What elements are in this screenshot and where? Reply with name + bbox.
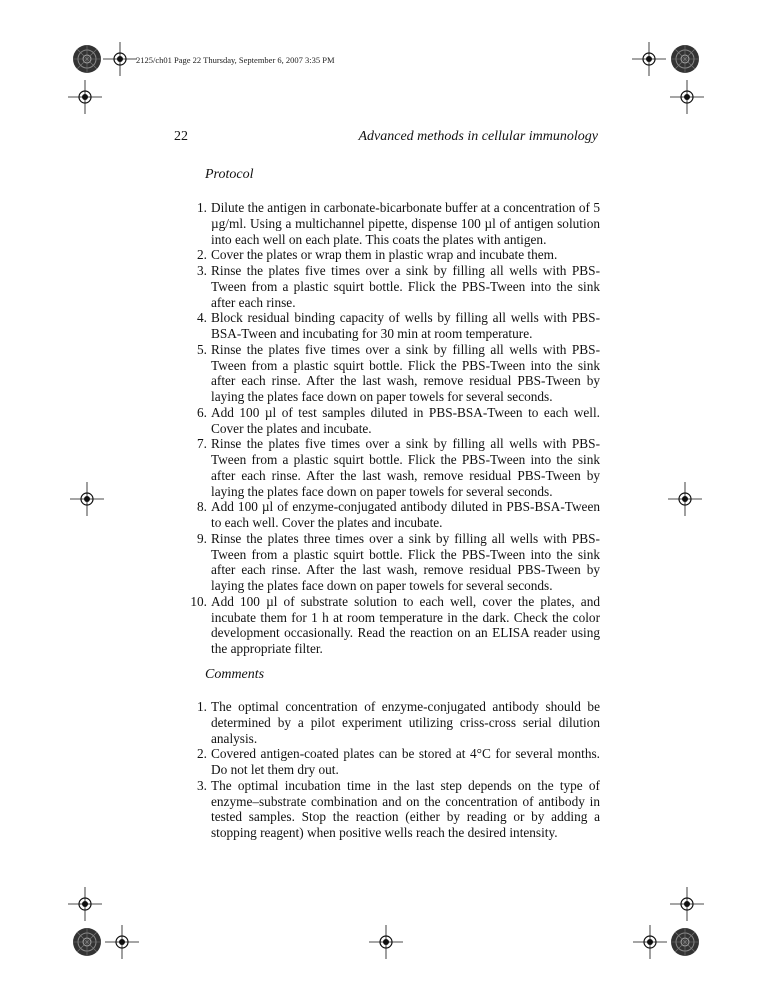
list-item: [174, 499, 600, 531]
list-number: 6.: [197, 404, 207, 420]
crosshair-mark-icon: [369, 925, 403, 959]
list-text: The optimal incubation time in the last step depends on the type of enzyme–substrate combination and on the concentration of antibody in tested samples. Stop the reaction (either by reading or by adding a stopping reagent) when positive wells reach the desired intensity.: [211, 777, 600, 840]
list-text: Cover the plates or wrap them in plastic wrap and incubate them.: [211, 247, 558, 263]
crosshair-mark-icon: [633, 925, 667, 959]
list-number: 7.: [197, 436, 207, 452]
list-text: Add 100 µl of enzyme-conjugated antibody diluted in PBS-BSA-Tween to each well. Cover the plates and incubate.: [211, 499, 600, 530]
list-item: [174, 699, 600, 746]
list-number: 1.: [197, 699, 207, 714]
print-slug: 2125/ch01 Page 22 Thursday, September 6, 2007 3:35 PM: [136, 55, 335, 65]
list-number: 3.: [197, 777, 207, 793]
registration-mark-icon: [70, 925, 104, 959]
list-text: Rinse the plates five times over a sink by filling all wells with PBS-Tween from a plastic squirt bottle. Flick the PBS-Tween into the sink after each rinse.: [211, 263, 600, 310]
list-number: 3.: [197, 263, 207, 278]
crosshair-mark-icon: [68, 80, 102, 114]
comments-heading: Comments: [205, 667, 265, 682]
registration-mark-icon: [70, 42, 104, 76]
list-item: [174, 200, 600, 247]
list-item: [174, 247, 600, 263]
list-item: [174, 342, 600, 405]
list-text: The optimal concentration of enzyme-conjugated antibody should be determined by a pilot experiment utilizing criss-cross serial dilution analysis.: [211, 699, 600, 746]
list-number: 2.: [197, 746, 207, 762]
list-number: 8.: [197, 499, 207, 515]
crosshair-mark-icon: [68, 887, 102, 921]
list-number: 5.: [197, 341, 207, 357]
list-text: Dilute the antigen in carbonate-bicarbonate buffer at a concentration of 5 µg/ml. Using a multichannel pipette, dispense 100 µl of antigen solution into each well on each plate. This coats the plates with antigen.: [211, 200, 600, 247]
list-item: [174, 594, 600, 657]
list-item: [174, 263, 600, 310]
list-text: Add 100 µl of test samples diluted in PBS-BSA-Tween to each well. Cover the plates and incubate.: [211, 404, 600, 436]
page-number: 22: [174, 129, 188, 144]
list-item: [174, 746, 600, 778]
crosshair-mark-icon: [668, 482, 702, 516]
crosshair-mark-icon: [105, 925, 139, 959]
crosshair-mark-icon: [70, 482, 104, 516]
registration-mark-icon: [668, 42, 702, 76]
protocol-steps: [174, 200, 600, 657]
running-head: Advanced methods in cellular immunology: [358, 129, 598, 144]
list-item: [174, 436, 600, 499]
list-number: 4.: [197, 310, 207, 326]
list-text: Rinse the plates three times over a sink by filling all wells with PBS-Tween from a plastic squirt bottle. Flick the PBS-Tween into the sink after each rinse. After the last wash, remove residual PBS-Tween by laying the plates face down on paper towels for several seconds.: [211, 530, 600, 593]
comments-list: [174, 699, 600, 841]
list-text: Rinse the plates five times over a sink by filling all wells with PBS-Tween from a plastic squirt bottle. Flick the PBS-Tween into the sink after each rinse. After the last wash, remove residual PBS-Tween by laying the plates face down on paper towels for several seconds.: [211, 436, 600, 499]
list-item: [174, 310, 600, 342]
list-number: 2.: [197, 247, 207, 263]
crosshair-mark-icon: [670, 80, 704, 114]
crosshair-mark-icon: [632, 42, 666, 76]
list-text: Rinse the plates five times over a sink by filling all wells with PBS-Tween from a plastic squirt bottle. Flick the PBS-Tween into the sink after each rinse. After the last wash, remove residual PBS-Tween by laying the plates face down on paper towels for several seconds.: [211, 341, 600, 404]
list-number: 10.: [190, 593, 207, 609]
list-number: 9.: [197, 530, 207, 546]
registration-mark-icon: [668, 925, 702, 959]
list-text: Add 100 µl of substrate solution to each well, cover the plates, and incubate them for 1 h at room temperature in the dark. Check the color development occasionally. Read the reaction on an ELISA reader using the appropriate filter.: [211, 593, 600, 656]
crosshair-mark-icon: [670, 887, 704, 921]
list-item: [174, 778, 600, 841]
list-text: Block residual binding capacity of wells by filling all wells with PBS-BSA-Tween and incubating for 30 min at room temperature.: [211, 310, 600, 341]
protocol-heading: Protocol: [205, 167, 254, 182]
list-item: [174, 405, 600, 437]
list-item: [174, 531, 600, 594]
list-number: 1.: [197, 200, 207, 215]
list-text: Covered antigen-coated plates can be stored at 4°C for several months. Do not let them dry out.: [211, 746, 600, 777]
crosshair-mark-icon: [103, 42, 137, 76]
